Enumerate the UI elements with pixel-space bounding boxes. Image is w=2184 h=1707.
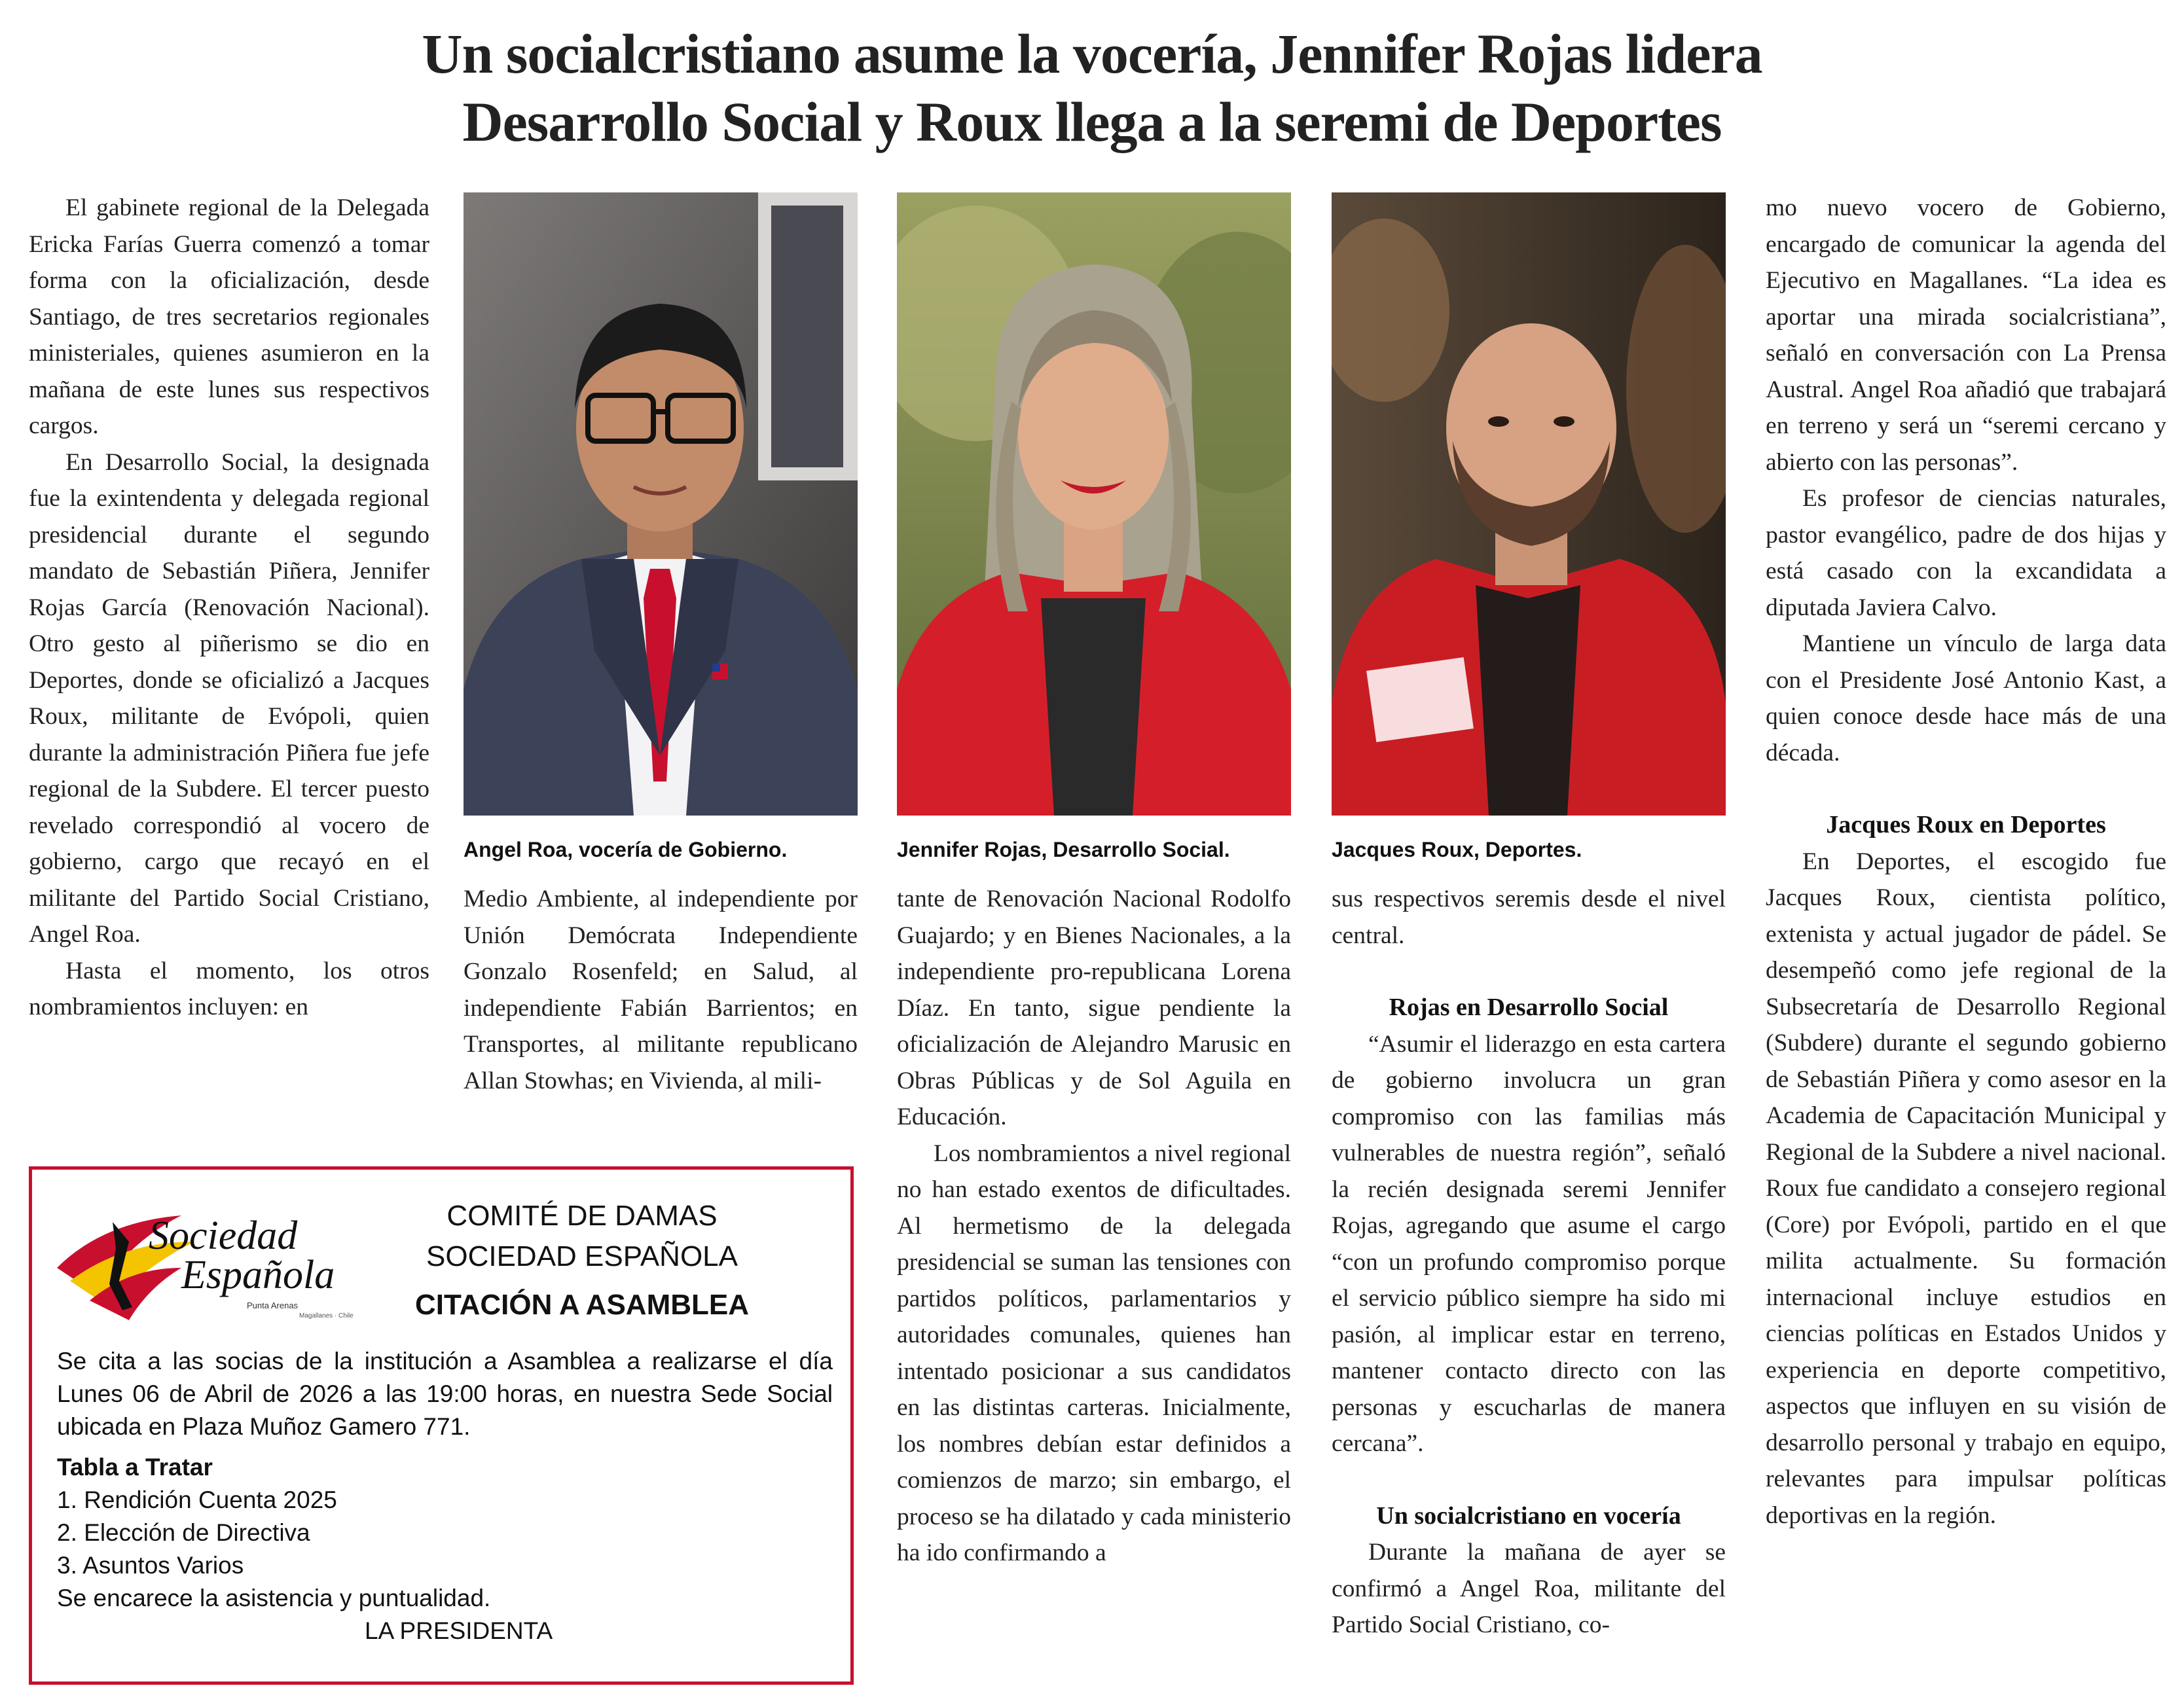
- photo-jennifer-rojas: [897, 192, 1291, 816]
- spacer: [1332, 1462, 1726, 1498]
- photo-caption-angel-roa: Angel Roa, vocería de Gobierno.: [464, 838, 788, 861]
- ad-body-text: Se cita a las socias de la institución a Asamblea a realizarse el día Lunes 06 de Abril de 2026 a las 19:00 horas, en nuestra Sede Social ubicada en Plaza Muñoz Gamero 771.: [57, 1348, 833, 1440]
- sociedad-espanola-logo: [50, 1196, 365, 1327]
- paragraph: Mantiene un vínculo de larga data con el Presidente José Antonio Kast, a quien conoce desde hace más de una década.: [1766, 630, 2166, 766]
- subheading-rojas: Rojas en Desarrollo Social: [1389, 994, 1669, 1021]
- ad-agenda-item: 2. Elección de Directiva: [57, 1519, 310, 1546]
- column-2: [464, 881, 858, 1099]
- portrait-man-suit: [464, 192, 858, 816]
- logo-subtitle-2: Magallanes · Chile: [299, 1312, 354, 1320]
- paragraph: Los nombramientos a nivel regional no han estado exentos de dificultades. Al hermetismo de la delegada presidencial se suman las tensiones con partidos políticos, parlamentarios y autoridades comunales, quienes han intentado posicionar a sus candidatos en las distintas carteras. Inicialmente, los nombres debían estar definidos a comienzos de marzo; sin embargo, el proceso se ha dilatado y cada ministerio ha ido confirmando a: [897, 1140, 1291, 1566]
- photo-angel-roa: [464, 192, 858, 816]
- ad-body: [57, 1345, 833, 1647]
- photo-caption-jennifer-rojas: Jennifer Rojas, Desarrollo Social.: [897, 838, 1230, 861]
- ad-title-citacion: CITACIÓN A ASAMBLEA: [414, 1289, 750, 1321]
- ad-citacion-asamblea: [29, 1166, 854, 1685]
- column-1: [29, 190, 429, 1026]
- ad-agenda-item: 3. Asuntos Varios: [57, 1552, 244, 1579]
- spacer: [1332, 954, 1726, 990]
- ad-signature: LA PRESIDENTA: [365, 1617, 553, 1644]
- paragraph: mo nuevo vocero de Gobierno, encargado de comunicar la agenda del Ejecutivo en Magallanes. “La idea es aportar una mirada socialcristiana”, señaló en conversación con La Prensa Austral. Angel Roa añadió que trabajará en terreno y será un “seremi cercano y abierto con las personas”.: [1766, 194, 2166, 476]
- paragraph: Medio Ambiente, al independiente por Unión Demócrata Independiente Gonzalo Rosenfeld; en Salud, al independiente Fabián Barrientos; en Transportes, al militante republicano Allan Stowhas; en Vivienda, al mili-: [464, 886, 858, 1094]
- portrait-man-red-jacket: [1332, 192, 1726, 816]
- headline-line-1: Un socialcristiano asume la vocería, Jennifer Rojas lidera: [422, 22, 1762, 85]
- spacer: [1766, 771, 2166, 807]
- ad-agenda-item: 1. Rendición Cuenta 2025: [57, 1486, 337, 1513]
- logo-line-2: Española: [181, 1253, 335, 1297]
- photo-caption-jacques-roux: Jacques Roux, Deportes.: [1332, 838, 1582, 861]
- paragraph: Es profesor de ciencias naturales, pastor evangélico, padre de dos hijas y está casado con la excandidata a diputada Javiera Calvo.: [1766, 485, 2166, 621]
- ad-title-comite: COMITÉ DE DAMAS: [446, 1200, 718, 1232]
- subheading-vocero: Un socialcristiano en vocería: [1376, 1501, 1681, 1530]
- logo-subtitle: Punta Arenas: [247, 1301, 299, 1310]
- ad-closing: Se encarece la asistencia y puntualidad.: [57, 1585, 491, 1611]
- paragraph: En Desarrollo Social, la designada fue la exintendenta y delegada regional presidencial durante el segundo mandato de Sebastián Piñera, Jennifer Rojas García (Renovación Nacional). Otro gesto al piñerismo se dio en Deportes, donde se oficializó a Jacques Roux, militante de Evópoli, quien durante la administración Piñera fue jefe regional de la Subdere. El tercer puesto revelado correspondió al vocero de gobierno, cargo que recayó en el militante del Partido Social Cristiano, Angel Roa.: [29, 448, 429, 948]
- paragraph: “Asumir el liderazgo en esta cartera de gobierno involucra un gran compromiso con las familias más vulnerables de nuestra región”, señaló la recién designada seremi Jennifer Rojas, agregando que asume el cargo “con un profundo compromiso porque el servicio público siempre ha sido mi pasión, al implicar estar en terreno, mantener contacto directo con las personas y escucharlas de manera cercana”.: [1332, 1030, 1726, 1457]
- logo-line-1: Sociedad: [149, 1213, 298, 1258]
- photo-jacques-roux: [1332, 192, 1726, 816]
- headline: [0, 20, 2184, 156]
- paragraph: El gabinete regional de la Delegada Ericka Farías Guerra comenzó a tomar forma con la oficialización, desde Santiago, de tres secretarios regionales ministeriales, quienes asumieron en la mañana de este lunes sus respectivos cargos.: [29, 194, 429, 439]
- column-4: [1332, 881, 1726, 1644]
- ad-title-sociedad: SOCIEDAD ESPAÑOLA: [426, 1240, 738, 1272]
- paragraph: Hasta el momento, los otros nombramientos incluyen: en: [29, 957, 429, 1020]
- paragraph: En Deportes, el escogido fue Jacques Roux, cientista político, extenista y actual jugador de pádel. Se desempeñó como jefe regional de la Subsecretaría de Desarrollo Regional (Subdere) durante el segundo gobierno de Sebastián Piñera y como asesor en la Academia de Capacitación Municipal y Regional de la Subdere a nivel nacional. Roux fue candidato a consejero regional (Core) por Evópoli, partido en el que milita actualmente. Su formación internacional incluye estudios en ciencias políticas en Estados Unidos y experiencia en deporte competitivo, aspectos que influyen en su visión de desarrollo personal y trabajo en equipo, relevantes para impulsar políticas deportivas en la región.: [1766, 848, 2166, 1529]
- subheading-roux: Jacques Roux en Deportes: [1826, 811, 2106, 838]
- ad-agenda-title: Tabla a Tratar: [57, 1454, 213, 1481]
- paragraph: Durante la mañana de ayer se confirmó a Angel Roa, militante del Partido Social Cristiano, co-: [1332, 1539, 1726, 1638]
- headline-line-2: Desarrollo Social y Roux llega a la seremi de Deportes: [462, 90, 1722, 153]
- column-5: [1766, 190, 2166, 1534]
- column-3: [897, 881, 1291, 1572]
- paragraph: sus respectivos seremis desde el nivel central.: [1332, 886, 1726, 949]
- paragraph: tante de Renovación Nacional Rodolfo Guajardo; y en Bienes Nacionales, a la independiente pro-republicana Lorena Díaz. En tanto, sigue pendiente la oficialización de Alejandro Marusic en Obras Públicas y de Sol Aguila en Educación.: [897, 886, 1291, 1130]
- portrait-woman-red-blazer: [897, 192, 1291, 816]
